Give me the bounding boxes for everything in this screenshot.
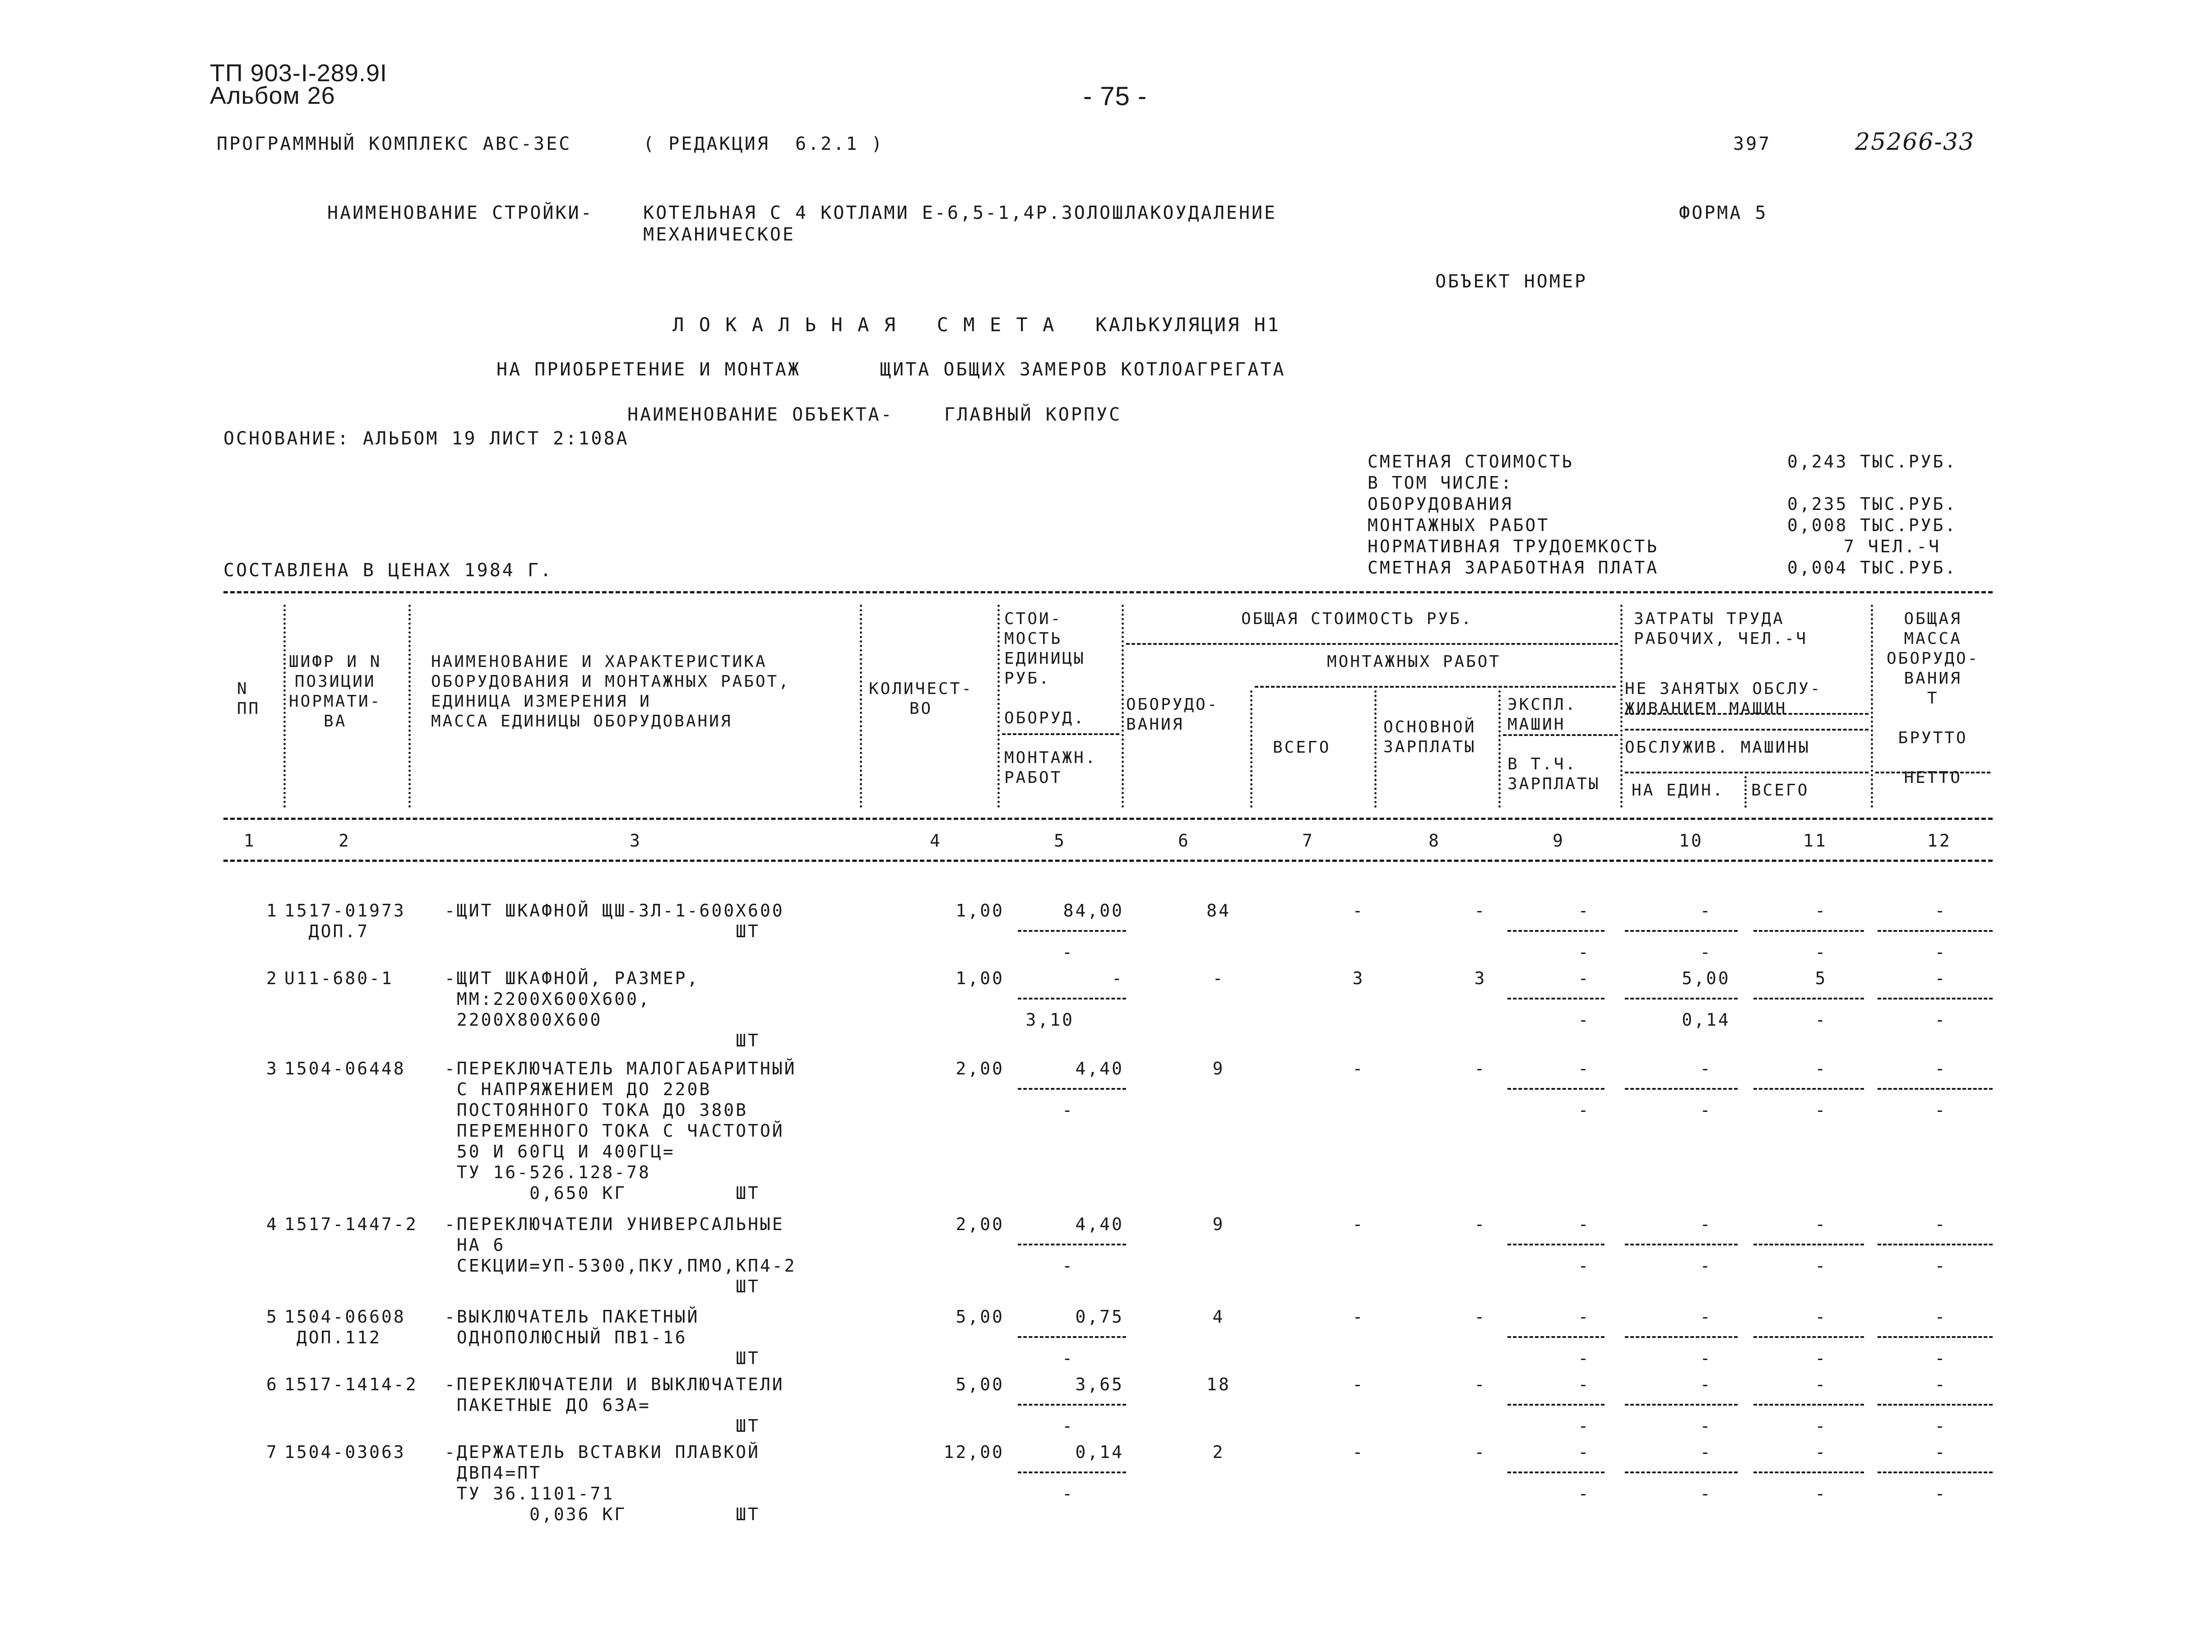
row-name: -ЩИТ ШКАФНОЙ ЩШ-ЗЛ-1-600Х600 ШТ (445, 901, 784, 941)
row-number: 5 (266, 1307, 278, 1327)
cell-rule (1018, 1336, 1126, 1338)
cell-rule (1625, 998, 1738, 1000)
header-col-10: НА ЕДИН. (1632, 781, 1725, 800)
col-separator (1744, 776, 1747, 808)
cell-rule (1507, 1244, 1605, 1245)
estimate-title: Л О К А Л Ь Н А Я С М Е Т А КАЛЬКУЛЯЦИЯ Н1 (672, 314, 1281, 336)
handwritten-code: 25266-33 (1855, 129, 1975, 156)
header-rule (1126, 643, 1618, 645)
object-number-label: ОБЪЕКТ НОМЕР (1435, 271, 1587, 292)
numbers-bottom-rule (223, 860, 1993, 862)
header-rule (1503, 734, 1618, 736)
row-code: U11-680-1 (284, 968, 394, 988)
row-labor-total-machines: - (1815, 1256, 1827, 1276)
row-mass-gross: - (1934, 1374, 1947, 1394)
row-name: -ПЕРЕКЛЮЧАТЕЛИ И ВЫКЛЮЧАТЕЛИ ПАКЕТНЫЕ ДО 63А= ШТ (445, 1374, 784, 1436)
row-quantity: 5,00 (955, 1307, 1004, 1327)
cell-rule (1753, 1404, 1864, 1406)
row-labor-total-machines: - (1815, 1100, 1827, 1120)
cell-rule (1018, 1244, 1126, 1245)
header-rule (1002, 733, 1119, 735)
row-machines: - (1578, 1307, 1591, 1327)
header-rule (1625, 713, 1869, 715)
row-unit-equipment: 4,40 (1075, 1214, 1124, 1234)
col-number: 3 (630, 831, 642, 851)
cell-rule (1625, 1472, 1738, 1473)
cell-rule (1753, 930, 1864, 932)
row-machines: - (1578, 1059, 1591, 1078)
row-machines: - (1578, 1442, 1591, 1462)
row-unit-install: - (1062, 942, 1074, 962)
header-col-9: ЭКСПЛ. МАШИН В Т.Ч. ЗАРПЛАТЫ (1507, 695, 1600, 793)
cell-rule (1878, 1244, 1993, 1245)
row-mass-gross: - (1934, 1059, 1947, 1078)
cell-rule (1878, 1088, 1993, 1090)
cell-rule (1507, 1088, 1605, 1090)
row-labor-unit-machines: - (1700, 1484, 1712, 1504)
cell-rule (1878, 1404, 1993, 1406)
col-separator (860, 605, 862, 808)
col-number: 6 (1178, 831, 1190, 851)
program-number: 397 (1733, 134, 1771, 154)
header-rule (1625, 772, 1869, 773)
summary-value-salary: 0,004 ТЫС.РУБ. (1787, 558, 1957, 578)
cell-rule (1625, 1404, 1738, 1406)
row-mass-gross: - (1934, 1307, 1947, 1327)
row-mass-gross: - (1934, 968, 1947, 988)
summary-label-incl: В ТОМ ЧИСЛЕ: (1368, 473, 1513, 493)
header-bottom-rule (223, 818, 1993, 820)
row-unit-equipment: 0,14 (1075, 1442, 1124, 1462)
row-unit-install: - (1062, 1256, 1074, 1276)
row-name: -ПЕРЕКЛЮЧАТЕЛИ УНИВЕРСАЛЬНЫЕ НА 6 СЕКЦИИ=УП-5300,ПКУ,ПМО,КП4-2 ШТ (445, 1214, 797, 1296)
row-name: -ДЕРЖАТЕЛЬ ВСТАВКИ ПЛАВКОЙ ДВП4=ПТ ТУ 36.1101-71 0,036 КГ ШТ (445, 1442, 760, 1524)
row-unit-install: - (1062, 1100, 1074, 1120)
row-unit-install: - (1062, 1416, 1074, 1436)
cell-rule (1625, 930, 1738, 932)
cell-rule (1625, 1088, 1738, 1090)
cell-rule (1753, 998, 1864, 1000)
col-number: 11 (1803, 831, 1827, 851)
row-code: 1504-06448 (284, 1059, 406, 1078)
basis-line: ОСНОВАНИЕ: АЛЬБОМ 19 ЛИСТ 2:108А (223, 428, 629, 449)
row-machines: - (1578, 968, 1591, 988)
row-machines-salary: - (1578, 1348, 1591, 1368)
header-col-8: ОСНОВНОЙ ЗАРПЛАТЫ (1383, 718, 1476, 756)
col-number: 4 (930, 831, 942, 851)
cell-rule (1753, 1088, 1864, 1090)
summary-value-cost: 0,243 ТЫС.РУБ. (1787, 452, 1957, 472)
row-equipment: 9 (1212, 1059, 1225, 1078)
cell-rule (1507, 1336, 1605, 1338)
row-labor-total-machines: - (1815, 1010, 1827, 1030)
cell-rule (1018, 998, 1126, 1000)
cell-rule (1507, 930, 1605, 932)
col-number: 12 (1927, 831, 1952, 851)
row-quantity: 2,00 (955, 1059, 1004, 1078)
row-quantity: 5,00 (955, 1374, 1004, 1394)
cell-rule (1507, 1404, 1605, 1406)
row-labor-total: - (1815, 1214, 1827, 1234)
summary-label-salary: СМЕТНАЯ ЗАРАБОТНАЯ ПЛАТА (1368, 558, 1659, 578)
row-mass-net: - (1934, 1348, 1947, 1368)
form-label: ФОРМА 5 (1679, 203, 1768, 223)
summary-label-labor: НОРМАТИВНАЯ ТРУДОЕМКОСТЬ (1368, 537, 1659, 556)
header-rule (1875, 772, 1990, 773)
row-quantity: 1,00 (955, 901, 1004, 921)
header-col-3: НАИМЕНОВАНИЕ И ХАРАКТЕРИСТИКА ОБОРУДОВАНИЯ И МОНТАЖНЫХ РАБОТ, ЕДИНИЦА ИЗМЕРЕНИЯ И МАССА ЕДИНИЦЫ ОБОРУДОВАНИЯ (431, 652, 790, 731)
row-unit-install: - (1062, 1484, 1074, 1504)
album-label: Альбом 26 (210, 82, 335, 109)
cell-rule (1018, 1404, 1126, 1406)
header-labor-machines: ОБСЛУЖИВ. МАШИНЫ (1625, 738, 1810, 757)
row-mass-net: - (1934, 1416, 1947, 1436)
row-base-salary: - (1474, 901, 1487, 921)
header-rule (1625, 729, 1869, 731)
program-complex: ПРОГРАММНЫЙ КОМПЛЕКС АВС-ЗЕС (217, 134, 572, 154)
header-col-7: ВСЕГО (1273, 738, 1331, 757)
row-labor-unit-machines: - (1700, 942, 1712, 962)
row-labor-unit-machines: - (1700, 1416, 1712, 1436)
col-separator (1498, 690, 1501, 808)
row-base-salary: 3 (1474, 968, 1487, 988)
summary-value-equipment: 0,235 ТЫС.РУБ. (1787, 494, 1957, 514)
construction-line2: МЕХАНИЧЕСКОЕ (643, 224, 795, 245)
cell-rule (1878, 1336, 1993, 1338)
cell-rule (1878, 998, 1993, 1000)
row-labor-unit-machines: - (1700, 1348, 1712, 1368)
row-machines-salary: - (1578, 1100, 1591, 1120)
row-total: - (1352, 1442, 1365, 1462)
row-labor-total-machines: - (1815, 942, 1827, 962)
row-labor-total: - (1815, 1059, 1827, 1078)
summary-label-equipment: ОБОРУДОВАНИЯ (1368, 494, 1513, 514)
row-labor-unit: 5,00 (1682, 968, 1730, 988)
header-col-12: ОБЩАЯ МАССА ОБОРУДО- ВАНИЯ Т БРУТТО НЕТТО (1887, 610, 1980, 787)
cell-rule (1018, 1088, 1126, 1090)
header-col-4: КОЛИЧЕСТ- ВО (869, 680, 974, 718)
row-total: - (1352, 1214, 1365, 1234)
row-mass-net: - (1934, 1256, 1947, 1276)
cell-rule (1018, 930, 1126, 932)
row-number: 6 (266, 1374, 278, 1394)
row-labor-unit: - (1700, 1374, 1712, 1394)
row-base-salary: - (1474, 1442, 1487, 1462)
header-col-6: ОБОРУДО- ВАНИЯ (1126, 695, 1219, 734)
program-edition: ( РЕДАКЦИЯ 6.2.1 ) (643, 134, 884, 154)
row-total: 3 (1352, 968, 1365, 988)
col-number: 10 (1679, 831, 1703, 851)
row-labor-total: - (1815, 1374, 1827, 1394)
cell-rule (1878, 1472, 1993, 1473)
prices-line: СОСТАВЛЕНА В ЦЕНАХ 1984 Г. (223, 560, 553, 581)
row-machines-salary: - (1578, 1416, 1591, 1436)
row-unit-install: 3,10 (1025, 1010, 1074, 1030)
row-equipment: 2 (1212, 1442, 1225, 1462)
row-code: 1517-1414-2 (284, 1374, 418, 1394)
row-labor-unit: - (1700, 901, 1712, 921)
row-equipment: 4 (1212, 1307, 1225, 1327)
row-total: - (1352, 1374, 1365, 1394)
col-separator (997, 605, 1000, 808)
col-number: 8 (1428, 831, 1441, 851)
row-base-salary: - (1474, 1059, 1487, 1078)
row-total: - (1352, 901, 1365, 921)
row-quantity: 1,00 (955, 968, 1004, 988)
row-base-salary: - (1474, 1214, 1487, 1234)
row-unit-equipment: - (1112, 968, 1124, 988)
row-machines-salary: - (1578, 1256, 1591, 1276)
object-name: НАИМЕНОВАНИЕ ОБЪЕКТА- ГЛАВНЫЙ КОРПУС (627, 404, 1122, 425)
col-separator (1871, 605, 1873, 808)
row-labor-unit-machines: - (1700, 1256, 1712, 1276)
header-col-2: ШИФР И N ПОЗИЦИИ НОРМАТИ- ВА (289, 652, 382, 731)
row-mass-net: - (1934, 1100, 1947, 1120)
row-total: - (1352, 1059, 1365, 1078)
row-equipment: - (1212, 968, 1225, 988)
row-code: 1517-1447-2 (284, 1214, 418, 1234)
tp-code: ТП 903-I-289.9I (210, 60, 387, 87)
col-separator (1250, 690, 1252, 808)
row-mass-gross: - (1934, 1442, 1947, 1462)
row-code: 1517-01973 ДОП.7 (284, 901, 406, 941)
row-machines-salary: - (1578, 1484, 1591, 1504)
row-labor-unit-machines: 0,14 (1682, 1010, 1730, 1030)
row-unit-install: - (1062, 1348, 1074, 1368)
row-machines-salary: - (1578, 942, 1591, 962)
col-separator (283, 605, 286, 808)
row-labor-total: - (1815, 1307, 1827, 1327)
col-number: 2 (339, 831, 351, 851)
row-equipment: 84 (1206, 901, 1231, 921)
row-labor-unit: - (1700, 1059, 1712, 1078)
row-quantity: 12,00 (943, 1442, 1004, 1462)
row-quantity: 2,00 (955, 1214, 1004, 1234)
purpose-text: ЩИТА ОБЩИХ ЗАМЕРОВ КОТЛОАГРЕГАТА (880, 359, 1286, 380)
cell-rule (1625, 1336, 1738, 1338)
row-base-salary: - (1474, 1307, 1487, 1327)
row-machines: - (1578, 1214, 1591, 1234)
row-labor-total-machines: - (1815, 1484, 1827, 1504)
row-name: -ЩИТ ШКАФНОЙ, РАЗМЕР, МM:2200Х600Х600, 2200Х800Х600 ШТ (445, 968, 760, 1050)
row-code: 1504-06608 ДОП.112 (284, 1307, 406, 1347)
row-labor-total: - (1815, 1442, 1827, 1462)
row-labor-unit: - (1700, 1214, 1712, 1234)
row-equipment: 9 (1212, 1214, 1225, 1234)
header-labor-not-machines: НЕ ЗАНЯТЫХ ОБСЛУ- ЖИВАНИЕМ МАШИН (1625, 680, 1822, 718)
cell-rule (1753, 1244, 1864, 1245)
purpose-prefix: НА ПРИОБРЕТЕНИЕ И МОНТАЖ (496, 359, 801, 380)
row-mass-net: - (1934, 942, 1947, 962)
row-unit-equipment: 4,40 (1075, 1059, 1124, 1078)
row-number: 1 (266, 901, 278, 921)
row-labor-unit-machines: - (1700, 1100, 1712, 1120)
row-equipment: 18 (1206, 1374, 1231, 1394)
table-top-rule (223, 591, 1993, 593)
header-rule (1255, 686, 1616, 688)
row-mass-net: - (1934, 1010, 1947, 1030)
header-col-11: ВСЕГО (1751, 781, 1809, 800)
row-number: 4 (266, 1214, 278, 1234)
row-number: 7 (266, 1442, 278, 1462)
header-install: МОНТАЖНЫХ РАБОТ (1327, 652, 1501, 671)
row-number: 2 (266, 968, 278, 988)
col-number: 1 (244, 831, 256, 851)
col-separator (1122, 605, 1124, 808)
row-name: -ВЫКЛЮЧАТЕЛЬ ПАКЕТНЫЙ ОДНОПОЛЮСНЫЙ ПВ1-16 ШТ (445, 1307, 760, 1368)
row-code: 1504-03063 (284, 1442, 406, 1462)
cell-rule (1507, 998, 1605, 1000)
row-mass-gross: - (1934, 901, 1947, 921)
header-total-cost: ОБЩАЯ СТОИМОСТЬ РУБ. (1241, 610, 1473, 628)
construction-label: НАИМЕНОВАНИЕ СТРОЙКИ- (327, 203, 594, 223)
cell-rule (1753, 1472, 1864, 1473)
col-separator (1374, 690, 1377, 808)
row-machines: - (1578, 1374, 1591, 1394)
cell-rule (1018, 1472, 1126, 1473)
cell-rule (1625, 1244, 1738, 1245)
cell-rule (1753, 1336, 1864, 1338)
page-number: - 75 - (1083, 82, 1147, 111)
summary-value-install: 0,008 ТЫС.РУБ. (1787, 515, 1957, 535)
header-col-1: N ПП (237, 680, 260, 718)
row-labor-total: - (1815, 901, 1827, 921)
row-unit-equipment: 0,75 (1075, 1307, 1124, 1327)
row-labor-unit: - (1700, 1307, 1712, 1327)
row-total: - (1352, 1307, 1365, 1327)
cell-rule (1507, 1472, 1605, 1473)
row-machines: - (1578, 901, 1591, 921)
col-separator (1620, 605, 1623, 808)
header-labor: ЗАТРАТЫ ТРУДА РАБОЧИХ, ЧЕЛ.-Ч (1634, 610, 1808, 648)
row-name: -ПЕРЕКЛЮЧАТЕЛЬ МАЛОГАБАРИТНЫЙ С НАПРЯЖЕНИЕМ ДО 220В ПОСТОЯННОГО ТОКА ДО 380В ПЕРЕМЕННОГО ТОКА С ЧАСТОТОЙ 50 И 60ГЦ И 400ГЦ= ТУ 16-526.128-78 0,650 КГ ШТ (445, 1059, 797, 1203)
row-unit-equipment: 84,00 (1063, 901, 1124, 921)
col-separator (408, 605, 411, 808)
summary-label-install: МОНТАЖНЫХ РАБОТ (1368, 515, 1550, 535)
col-number: 7 (1302, 831, 1314, 851)
row-labor-total-machines: - (1815, 1416, 1827, 1436)
row-base-salary: - (1474, 1374, 1487, 1394)
summary-label-cost: СМЕТНАЯ СТОИМОСТЬ (1368, 452, 1574, 472)
row-machines-salary: - (1578, 1010, 1591, 1030)
row-labor-total-machines: - (1815, 1348, 1827, 1368)
summary-value-labor: 7 ЧЕЛ.-Ч (1844, 537, 1941, 556)
col-number: 9 (1553, 831, 1565, 851)
row-mass-gross: - (1934, 1214, 1947, 1234)
row-labor-unit: - (1700, 1442, 1712, 1462)
construction-line1: КОТЕЛЬНАЯ С 4 КОТЛАМИ Е-6,5-1,4Р.ЗОЛОШЛАКОУДАЛЕНИЕ (643, 203, 1277, 223)
header-col-5: СТОИ- МОСТЬ ЕДИНИЦЫ РУБ. ОБОРУД. МОНТАЖН. РАБОТ (1004, 610, 1097, 787)
row-number: 3 (266, 1059, 278, 1078)
row-mass-net: - (1934, 1484, 1947, 1504)
row-unit-equipment: 3,65 (1075, 1374, 1124, 1394)
row-labor-total: 5 (1815, 968, 1827, 988)
cell-rule (1878, 930, 1993, 932)
col-number: 5 (1054, 831, 1066, 851)
